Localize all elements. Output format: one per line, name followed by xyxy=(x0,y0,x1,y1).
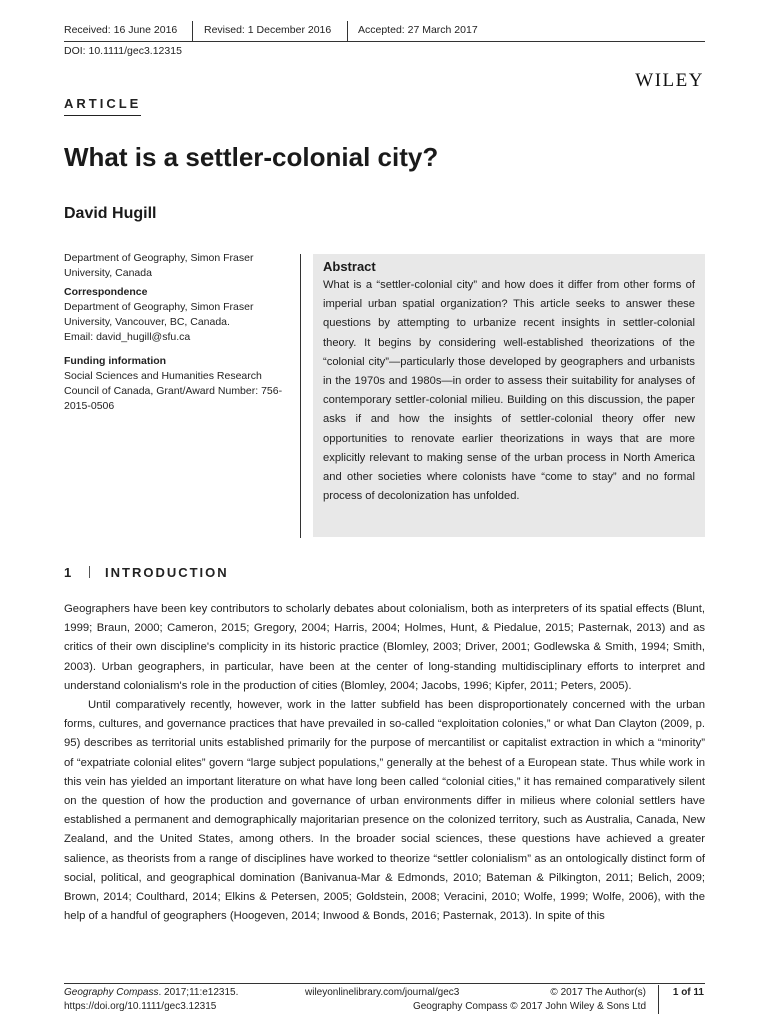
footer-rule xyxy=(64,983,705,984)
footer-copyright-publisher: Geography Compass © 2017 John Wiley & Sons Ltd xyxy=(412,1001,646,1012)
funding-heading: Funding information xyxy=(64,355,167,367)
date-divider xyxy=(347,21,348,41)
column-divider xyxy=(300,254,301,538)
article-type-underline xyxy=(64,115,141,116)
section-title: INTRODUCTION xyxy=(105,565,229,580)
footer-doi-link[interactable]: https://doi.org/10.1111/gec3.12315 xyxy=(64,1001,217,1012)
correspondence-address: Department of Geography, Simon Fraser University, Vancouver, BC, Canada. xyxy=(64,301,254,328)
journal-name: Geography Compass xyxy=(64,987,159,998)
author-name: David Hugill xyxy=(64,205,157,222)
received-date: Received: 16 June 2016 xyxy=(64,24,178,36)
footer-citation xyxy=(64,987,238,998)
citation-volume: . 2017;11:e12315. xyxy=(158,987,239,998)
accepted-date: Accepted: 27 March 2017 xyxy=(358,24,478,36)
department: Department of Geography, Simon Fraser University, Canada xyxy=(64,252,254,279)
correspondence-heading: Correspondence xyxy=(64,286,148,298)
footer-copyright-author: © 2017 The Author(s) xyxy=(550,987,646,998)
section-divider xyxy=(89,566,90,578)
body-text xyxy=(64,600,705,926)
author-email[interactable]: Email: david_hugill@sfu.ca xyxy=(64,331,191,343)
abstract-box xyxy=(313,254,705,537)
page-number: 1 of 11 xyxy=(672,987,704,998)
date-divider xyxy=(192,21,193,41)
abstract-heading: Abstract xyxy=(323,259,376,274)
abstract-text: What is a “settler-colonial city” and how does it differ from other forms of imperial urban spatial organization? This article seeks to answer these questions by attempting to urbanize recent insights in settler-colonial theory. It begins by considering well-established theorizations of the “colonial city”—particularly those developed by geographers and urbanists in the 1970s and 1980s—in order to assess their suitability for analyses of contemporary settler-colonial milieu. Building on this discussion, the paper asks if and how the insights of settler-colonial theory offer new opportunities to renovate earlier theorizations in ways that are more explicitly relevant to making sense of the urban process in North America and other societies where colonists have “come to stay” and no formal process of decolonization has unfolded. xyxy=(323,279,695,503)
affiliation-block xyxy=(64,251,286,414)
footer-divider xyxy=(658,985,659,1014)
header-rule xyxy=(64,41,705,42)
doi: DOI: 10.1111/gec3.12315 xyxy=(64,45,182,57)
funding-text: Social Sciences and Humanities Research Council of Canada, Grant/Award Number: 756-2015-0506 xyxy=(64,370,283,412)
article-type: ARTICLE xyxy=(64,96,142,111)
section-number: 1 xyxy=(64,565,72,580)
footer-site-link[interactable]: wileyonlinelibrary.com/journal/gec3 xyxy=(305,987,460,998)
paragraph: Until comparatively recently, however, work in the latter subfield has been disproportionately concerned with the urban forms, cultures, and governance practices that have prevailed in so-called “exploitation colonies,” or what Dan Clayton (2009, p. 95) describes as territorial units established primarily for the purpose of mercantilist or capitalist extraction in which a “minority” of “expatriate colonial elites” govern “large subject populations,” generally at the behest of a European state. Thus while work in this vein has yielded an important literature on what have long been called “colonial cities,” it has remained comparatively silent on the question of how the production and governance of urban environments differ in milieus where colonial settlers have established a permanent and demographically majoritarian presence on the colonized territory, such as Australia, Canada, New Zealand, and the United States, among others. In the broader social sciences, these questions have achieved a greater salience, as theorists from a range of disciplines have worked to theorize “settler colonialism” as an ontologically distinct form of social, political, and geographical domination (Banivanua-Mar & Edmonds, 2010; Bateman & Pilkington, 2011; Belich, 2009; Brown, 2014; Coulthard, 2014; Elkins & Petersen, 2005; Goldstein, 2008; Veracini, 2010; Wolfe, 1999; Wolfe, 2006), with the help of a handful of geographers (Hoogeven, 2014; Inwood & Bonds, 2016; Pasternak, 2013). In spite of this xyxy=(64,699,705,923)
paragraph: Geographers have been key contributors to scholarly debates about colonialism, both as interpreters of its spatial effects (Blunt, 1999; Braun, 2000; Cameron, 2015; Gregory, 2004; Harris, 2004; Holmes, Hunt, & Piedalue, 2015; Pasternak, 2013) and as critics of their own discipline's complicity in its historic practice (Blomley, 2003; Driver, 2001; Godlewska & Smith, 1994; Smith, 2003). Urban geographers, in particular, have been at the center of long-standing multidisciplinary efforts to interpret and understand colonialism's role in the production of cities (Blomley, 2004; Jacobs, 1996; Kipfer, 2011; Peters, 2005). xyxy=(64,603,705,692)
page-title: What is a settler-colonial city? xyxy=(64,142,439,172)
publisher-logo: WILEY xyxy=(635,70,704,91)
revised-date: Revised: 1 December 2016 xyxy=(204,24,332,36)
